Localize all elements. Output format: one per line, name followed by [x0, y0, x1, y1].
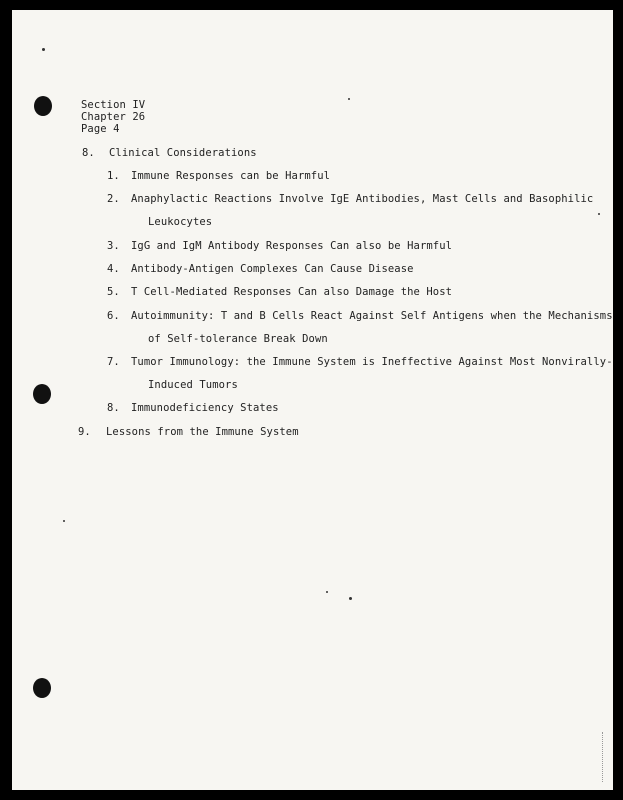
- subitem-text: IgG and IgM Antibody Responses Can also be Harmful: [131, 240, 453, 252]
- subitem-number: 2.: [107, 193, 120, 205]
- subitem-number: 5.: [107, 286, 120, 298]
- subitem-text-continuation: Leukocytes: [148, 216, 213, 228]
- subitem-text: Tumor Immunology: the Immune System is Ineffective Against Most Nonvirally-: [131, 356, 613, 368]
- subitem-number: 1.: [107, 170, 120, 182]
- item-9-title: Lessons from the Immune System: [106, 426, 299, 438]
- subitem-text: Autoimmunity: T and B Cells React Against Self Antigens when the Mechanisms: [131, 310, 613, 322]
- paper-speck: [326, 591, 328, 593]
- paper-speck: [42, 48, 45, 51]
- paper-speck: [349, 597, 352, 600]
- paper-speck: [598, 213, 600, 215]
- binder-hole-top: [34, 96, 52, 116]
- subitem-text: T Cell-Mediated Responses Can also Damage the Host: [131, 286, 453, 298]
- subitem-number: 4.: [107, 263, 120, 275]
- chapter-heading: Chapter 26: [81, 111, 146, 123]
- document-page: [12, 10, 613, 790]
- page-edge-mark: [602, 732, 607, 782]
- item-8-title: Clinical Considerations: [109, 147, 257, 159]
- subitem-number: 3.: [107, 240, 120, 252]
- item-8-number: 8.: [82, 147, 95, 159]
- section-heading: Section IV: [81, 99, 146, 111]
- subitem-text-continuation: of Self-tolerance Break Down: [148, 333, 328, 345]
- subitem-text: Antibody-Antigen Complexes Can Cause Disease: [131, 263, 414, 275]
- item-9-number: 9.: [78, 426, 91, 438]
- subitem-text-continuation: Induced Tumors: [148, 379, 238, 391]
- subitem-text: Anaphylactic Reactions Involve IgE Antibodies, Mast Cells and Basophilic: [131, 193, 594, 205]
- paper-speck: [348, 98, 350, 100]
- subitem-number: 8.: [107, 402, 120, 414]
- page-number: Page 4: [81, 123, 120, 135]
- subitem-text: Immune Responses can be Harmful: [131, 170, 331, 182]
- subitem-number: 6.: [107, 310, 120, 322]
- binder-hole-middle: [33, 384, 51, 404]
- subitem-text: Immunodeficiency States: [131, 402, 279, 414]
- paper-speck: [63, 520, 65, 522]
- subitem-number: 7.: [107, 356, 120, 368]
- binder-hole-bottom: [33, 678, 51, 698]
